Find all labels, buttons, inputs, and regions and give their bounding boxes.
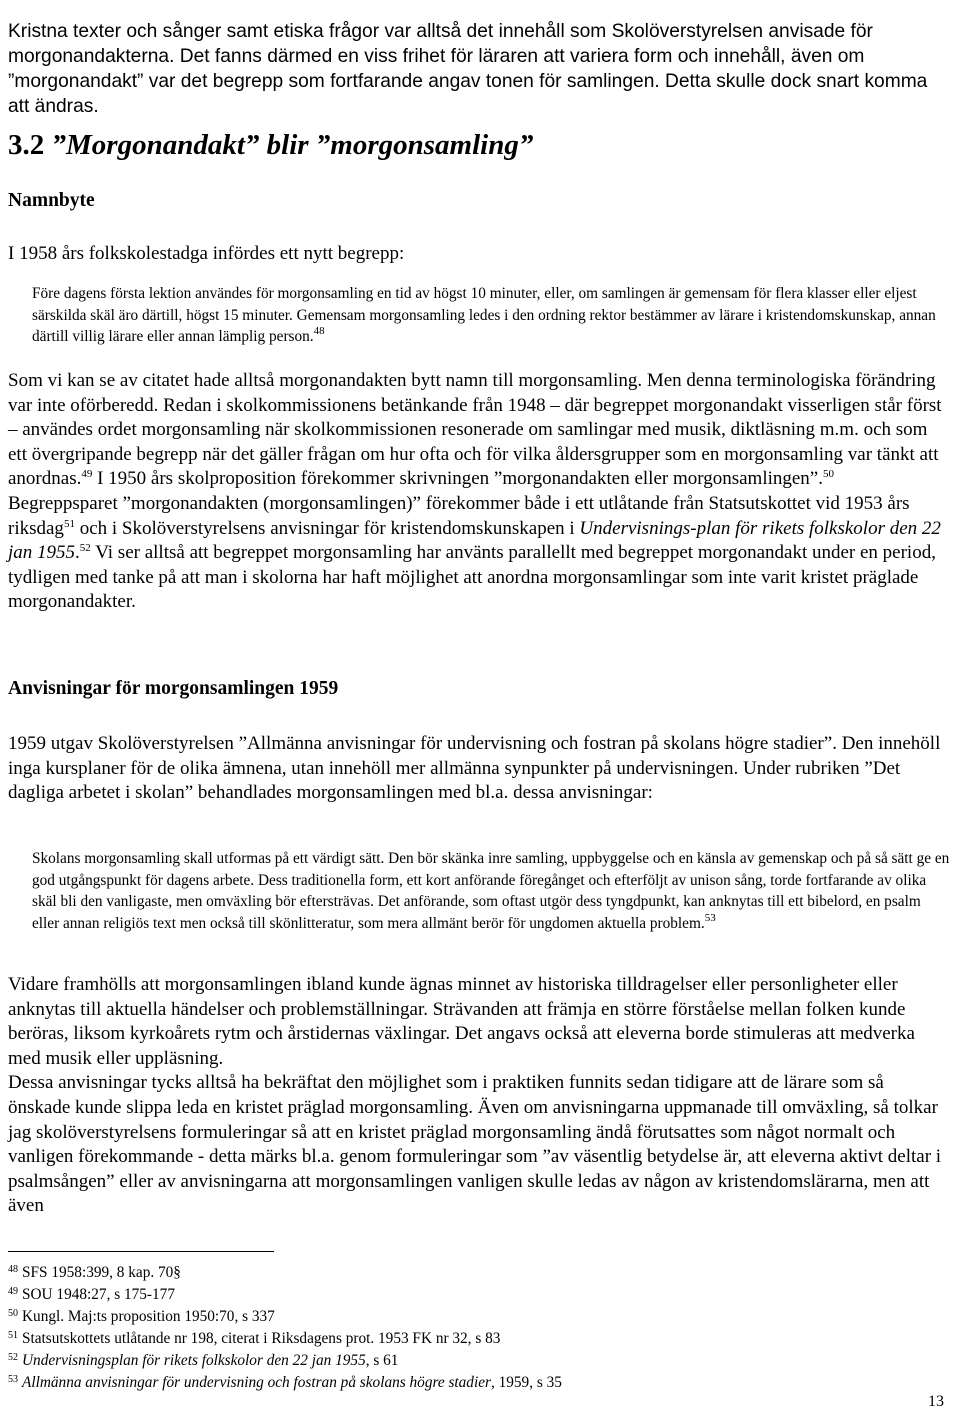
footnote-53 xyxy=(8,1372,562,1394)
anvisningar-paragraph-3: Dessa anvisningar tycks alltså ha bekräftat den möjlighet som i praktiken funnits sedan tidigare att de lärare som så önskade kunde slippa leda en kristet präglad morgonsamling. Även om anvisningarna uppmanade till omväxling, så tolkar jag skolöverstyrelsens formuleringar så att en kristet präglad morgonsamling ändå förutsattes som något normalt och vanligen förekommande - detta märks bl.a. genom formuleringar som ”av väsentlig betydelse är, att eleverna aktivt deltar i psalmsången” eller av anvisningarna att morgonsamlingen vanligen skulle ledas av någon av kristendomslärarna, men att även xyxy=(8,1072,942,1217)
namnbyte-paragraph-2c: Vi ser alltså att begreppet morgonsamling har använts parallellt med begreppet morgonandakt under en period, tydligen med tanke på att man i skolorna har haft möjlighet att anordna morgonsamlingar som inte varit kristet präglade morgonandakter. xyxy=(8,542,936,613)
footnote-separator xyxy=(8,1251,274,1252)
footnote-51 xyxy=(8,1328,562,1350)
footnote-italic-title: Allmänna anvisningar för undervisning och fostran på skolans högre stadier xyxy=(22,1373,491,1391)
footnote-number: 48 xyxy=(8,1264,18,1275)
footnote-48 xyxy=(8,1262,562,1284)
subheading-namnbyte: Namnbyte xyxy=(8,190,95,211)
footnote-49 xyxy=(8,1284,562,1306)
footnote-text: Kungl. Maj:ts proposition 1950:70, s 337 xyxy=(22,1307,275,1325)
footnote-ref-53[interactable]: 53 xyxy=(704,911,716,924)
footnote-ref-50[interactable]: 50 xyxy=(823,468,834,481)
footnote-number: 49 xyxy=(8,1285,18,1297)
footnote-text: , 1959, s 35 xyxy=(490,1373,562,1391)
footnote-number: 50 xyxy=(8,1307,18,1319)
namnbyte-lead: I 1958 års folkskolestadga infördes ett nytt begrepp: xyxy=(8,243,405,264)
namnbyte-paragraph-2a: Begreppsparet ”morgonandakten (morgonsamlingen)” förekommer både i ett utlåtande från Statsutskottet vid 1953 års riksdag xyxy=(8,492,910,539)
quote-text: Före dagens första lektion användes för morgonsamling en tid av högst 10 minuter, eller, om samlingen är gemensam för flera klasser eller eljest särskilda skäl äro därtill, högst 15 minuter. Gemensam morgonsamling ledes i den ordning rektor bestämmer av lärare i kristendomskunskap, annan därtill villig lärare eller annan lämplig person. xyxy=(32,285,936,346)
section-heading xyxy=(8,128,533,162)
footnote-number: 53 xyxy=(8,1373,18,1385)
footnote-text: SFS 1958:399, 8 kap. 70§ xyxy=(22,1264,181,1281)
subheading-anvisningar: Anvisningar för morgonsamlingen 1959 xyxy=(8,678,339,699)
anvisningar-body xyxy=(8,973,950,1219)
block-quote-1958 xyxy=(32,283,950,348)
namnbyte-italic-title: Undervisnings-plan för rikets folkskolor den 22 jan 1955 xyxy=(8,517,941,564)
footnote-text: , s 61 xyxy=(365,1351,399,1369)
footnote-number: 51 xyxy=(8,1329,18,1341)
namnbyte-paragraph-1b: I 1950 års skolproposition förekommer skrivningen ”morgonandakten eller morgonsamlingen”. xyxy=(97,468,823,490)
footnote-ref-52[interactable]: 52 xyxy=(79,542,91,555)
quote-text: Skolans morgonsamling skall utformas på ett värdigt sätt. Den bör skänka inre samling, uppbyggelse och en känsla av gemenskap och på så sätt ge en god utgångspunkt för dagens arbete. Dess traditionella form, ett kort anförande föregånget och efterföljt av unison sång, torde fortfarande av olika skäl bli den vanligaste, men omväxling bör eftersträvas. Det anförande, som oftast utgör dess tyngdpunkt, kan anknytas till ett bibelord, en psalm eller annan religiös text men också till skönlitteratur, som mera allmänt berör för ungdomen aktuella problem. xyxy=(32,850,950,932)
namnbyte-body xyxy=(8,369,950,615)
footnote-ref-49[interactable]: 49 xyxy=(81,468,93,481)
footnote-text: Statsutskottets utlåtande nr 198, citerat i Riksdagens prot. 1953 FK nr 32, s 83 xyxy=(22,1329,501,1347)
section-number: 3.2 xyxy=(8,129,45,161)
footnote-number: 52 xyxy=(8,1351,18,1363)
footnote-50 xyxy=(8,1306,562,1328)
footnote-ref-51[interactable]: 51 xyxy=(63,517,75,530)
intro-paragraph: Kristna texter och sånger samt etiska frågor var alltså det innehåll som Skolöverstyrelsen anvisade för morgonandakterna. Det fanns därmed en viss frihet för läraren att variera form och innehåll, även om ”morgonandakt” var det begrepp som fortfarande angav tonen för samlingen. Detta skulle dock snart komma att ändras. xyxy=(8,21,928,118)
footnote-52 xyxy=(8,1350,562,1372)
page-number: 13 xyxy=(928,1393,944,1410)
footnote-italic-title: Undervisningsplan för rikets folkskolor den 22 jan 1955 xyxy=(22,1351,366,1369)
section-title: ”Morgonandakt” blir ”morgonsamling” xyxy=(51,129,534,161)
block-quote-1959 xyxy=(32,848,950,934)
footnote-text: SOU 1948:27, s 175-177 xyxy=(22,1285,175,1303)
anvisningar-paragraph-1: 1959 utgav Skolöverstyrelsen ”Allmänna anvisningar för undervisning och fostran på skolans högre stadier”. Den innehöll inga kursplaner för de olika ämnena, utan innehöll mer allmänna synpunkter på undervisningen. Under rubriken ”Det dagliga arbetet i skolan” behandlades morgonsamlingen med bl.a. dessa anvisningar: xyxy=(8,733,941,804)
footnote-ref-48[interactable]: 48 xyxy=(313,325,325,338)
namnbyte-paragraph-2b: och i Skolöverstyrelsens anvisningar för kristendomskunskapen i xyxy=(79,517,575,539)
anvisningar-paragraph-2: Vidare framhölls att morgonsamlingen ibland kunde ägnas minnet av historiska tilldragelser eller personligheter eller anknytas till aktuella händelser och problemställningar. Strävanden att främja en större förståelse mellan folken kunde beröras, liksom kyrkoårets rytm och årstidernas växlingar. Det angavs också att eleverna borde stimuleras att medverka med musik eller uppläsning. xyxy=(8,974,915,1069)
namnbyte-paragraph-1: Som vi kan se av citatet hade alltså morgonandakten bytt namn till morgonsamling. Men denna terminologiska förändring var inte oförberedd. Redan i skolkommissionens betänkande från 1948 – där begreppet morgonandakt visserligen står först – användes ordet morgonsamling när skolkommissionen resonerade om samlingar med musik, diktläsning m.m. och som ett övergripande begrepp när det gäller frågan om hur ofta och för vilka åldersgrupper som en morgonsamling var tänkt att anordnas. xyxy=(8,370,942,490)
period: . xyxy=(75,542,80,564)
footnotes xyxy=(8,1262,562,1393)
